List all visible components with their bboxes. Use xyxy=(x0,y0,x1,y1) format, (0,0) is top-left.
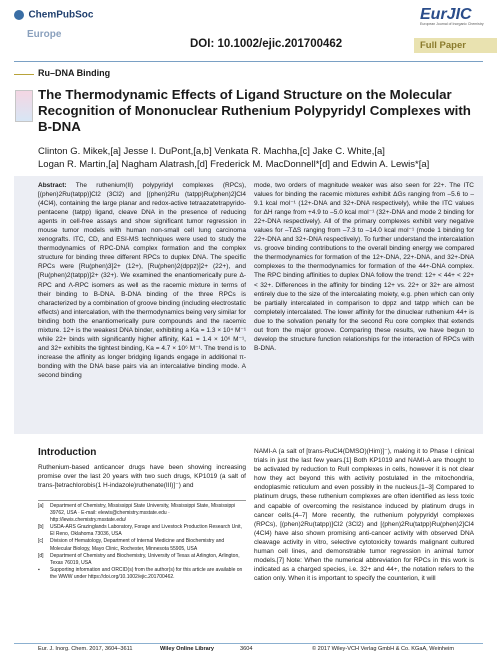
affiliation-b xyxy=(38,524,246,538)
affiliation-text: Department of Chemistry and Biochemistry, University of Texas at Arlington, Arlington, Texas 76019, USA xyxy=(50,552,240,566)
section-tag: Ru–DNA Binding xyxy=(38,68,111,78)
abstract-left-column xyxy=(38,181,246,380)
footer-citation: Eur. J. Inorg. Chem. 2017, 3604–3611 xyxy=(38,646,133,652)
page-header xyxy=(0,0,497,58)
affiliation-key: [b] xyxy=(38,524,44,531)
doi-label[interactable]: DOI: 10.1002/ejic.201700462 xyxy=(190,38,343,50)
publisher-logo-icon xyxy=(14,10,24,20)
affiliation-text: Department of Chemistry, Mississippi State University, Mississippi State, Mississippi 39762, USA · E-mail: elewis@chemistry.msstate.edu · http://lewis.chemistry.msstate.edu/ xyxy=(50,503,236,524)
abstract-label: Abstract: xyxy=(38,182,67,189)
footer-copyright: © 2017 Wiley-VCH Verlag GmbH & Co. KGaA, Weinheim xyxy=(312,646,455,652)
publisher-name: ChemPubSoc xyxy=(28,9,94,21)
affiliation-text: Division of Hematology, Department of Internal Medicine and Biochemistry and Molecular Biology, Mayo Clinic, Rochester, Minnesota 55905, USA xyxy=(50,538,225,552)
affiliation-a xyxy=(38,503,246,524)
affiliations xyxy=(38,503,246,581)
journal-subtitle: European Journal of Inorganic Chemistry xyxy=(420,22,484,26)
journal-logo-text: EurJIC xyxy=(420,6,472,23)
footer-divider xyxy=(14,643,483,644)
affiliation-c xyxy=(38,538,246,552)
affiliation-key: [c] xyxy=(38,538,44,545)
header-divider xyxy=(14,61,483,62)
introduction-heading: Introduction xyxy=(38,447,97,458)
supporting-information-note[interactable] xyxy=(38,567,246,581)
footer-page-number: 3604 xyxy=(240,646,253,652)
affiliation-key: [d] xyxy=(38,552,44,559)
introduction-left-text: Ruthenium-based anticancer drugs have been showing increasing promise over the last 20 years with two such drugs, KP1019 (a salt of trans-[tetrachlorobis(1 H-indazole)ruthenate(III)]⁻) and xyxy=(38,464,246,490)
author-list xyxy=(38,146,483,171)
affiliation-text: Supporting information and ORCID(s) from the author(s) for this article are available on the WWW under https://doi.org/10.1002/ejic.201700462. xyxy=(50,566,243,580)
authors-line-2: Logan R. Martin,[a] Nagham Alatrash,[d] Frederick M. MacDonnell*[d] and Edwin A. Lewis*[a] xyxy=(38,158,430,170)
supporting-info-icon: ▪ xyxy=(38,566,40,573)
abstract-left-text: The ruthenium(II) polypyridyl complexes (RPCs), [(phen)2Ru(tatpp)]Cl2 (3Cl2) and [(phen)2Ru (tatpp)Ru(phen)2]Cl4 (4Cl4), containing the large planar and redox-active tetraazatetrapyrido-pentacene (tatpp) ligand, cleave DNA in the presence of reducing agents in cell-free assays and show significant tumor regression in mouse tumor models with human non-small cell lung carcinoma xenografts. ITC, CD, and ESI-MS techniques were used to study the thermodynamics of RPC-DNA complex formation and the complex structure for binding three different RPCs to duplex DNA. The specific RPCs were [Ru(phen)3]2+ (12+), [Ru(phen)2(dppz)]2+ (22+), and [Ru(phen)2(tatpp)]2+ (32+). We examined the enantiomerically pure Δ-RPC and Λ-RPC isomers as well as the racemic mixture in terms of their binding to B-DNA. B-DNA binding of the three RPCs is characterized by a combination of groove binding (including electrostatic effects) and intercalation, with the thermodynamics being very similar for binding both the enantiomerically pure compounds and the racemic mixture. 12+ is the weakest DNA binder, exhibiting a Ka = 1.3 × 10⁴ M⁻¹ while 22+ binds with significantly higher affinity, Ka1 = 1.4 × 10⁶ M⁻¹, and 32+ exhibits the tightest binding, Ka = 4.7 × 10⁶ M⁻¹. The trend is to increase the affinity as longer bridging ligands engage in additional π-bonding with the DNA base pairs via an intercalative binding mode. A second binding xyxy=(38,182,246,379)
abstract-right-column: mode, two orders of magnitude weaker was also seen for 22+. The ITC values for binding the racemic mixtures exhibit ΔGs ranging from –5.6 to –9.1 kcal mol⁻¹ (12+-DNA and 32+-DNA respectively), while the ITC values for ΔH range from +4.9 to –5.0 kcal mol⁻¹ (32+-DNA and mode 2 binding for 22+-DNA respectively). All of the primary complexes exhibit very negative values for –TΔS ranging from –7.3 to –14.0 kcal mol⁻¹ (mode 1 binding for 22+-DNA and 32+-DNA respectively). To further understand the intercalation vs. groove binding contributions to the overall binding energy we compared the thermodynamics for formation of the 12+-DNA, 22+-DNA, and 32+-DNA complexes to the thermodynamics for formation of the 44+-DNA complex. The RPC binding affinities to duplex DNA follow the trend: 12+ < 44+ < 22+ < 32+. Differences in the affinity for binding 12+ vs. 22+ or 32+ are almost entirely due to the size of the intercalating moiety, e.g. phen which can only be partially intercalated in comparison to dppz and tatpp which can be completely intercalated. The lower affinity for the dinuclear ruthenium 44+ is due to the solvation penalty for the second Ru core complex that extends out from the major groove. Comparing these results, we have begun to develop the structure function relationships for the interaction of RPCs with B-DNA. xyxy=(254,182,474,352)
journal-logo xyxy=(408,0,497,58)
affiliation-key: [a] xyxy=(38,503,44,509)
affiliation-text: USDA-ARS Grazinglands Laboratory, Forage and Livestock Production Research Unit, El Reno, Oklahoma 73036, USA xyxy=(50,524,242,538)
introduction-right-text: NAMI-A (a salt of [trans-RuCl4(DMSO)(Him)]⁻), making it to Phase I clinical trials in just the last few years.[1] Both KP1019 and NAMI-A are thought to be activated by reduction to RuII complexes in cells, however it is not clear how they act beyond this with activity postulated in the mitochondria, endoplasmic reticulum and even possibly in the nucleus.[1–3] Compared to platinum drugs, these ruthenium complexes are often identified as less toxic and capable of overcoming the resistance induced by platinum drugs in cancer cells.[4–7] More recently, the ruthenium polypyridyl complexes (RPCs), [(phen)2Ru(tatpp)]Cl2 (3Cl2) and [(phen)2Ru(tatpp)Ru(phen)2]Cl4 (4Cl4) have also shown promising anti-cancer activity with observed DNA cleavage activity in vitro, selective cytotoxicity towards malignant cultured human cell lines, and demonstrable tumor regression in animal tumor models.[7] Note: When the numerical abbreviation for RPCs in this work is indicated as a charged species, i.e. 32+ and 44+, the notation refers to the cation only. When it is important to specify the counterion, it will xyxy=(254,448,474,583)
publisher-logo xyxy=(14,6,93,42)
article-title: The Thermodynamic Effects of Ligand Structure on the Molecular Recognition of Mononuclear Ruthenium Polypyridyl Complexes with B-DNA xyxy=(38,87,471,134)
publisher-region: Europe xyxy=(27,29,62,40)
graphical-abstract-thumbnail[interactable] xyxy=(15,90,33,122)
authors-line-1: Clinton G. Mikek,[a] Jesse I. DuPont,[a,b] Venkata R. Machha,[c] Jake C. White,[a] xyxy=(38,146,385,157)
section-tag-bar xyxy=(14,74,34,75)
article-type-badge: Full Paper xyxy=(414,38,497,53)
affiliation-d xyxy=(38,553,246,567)
affiliations-divider xyxy=(38,500,246,501)
footer-library[interactable]: Wiley Online Library xyxy=(160,646,215,652)
